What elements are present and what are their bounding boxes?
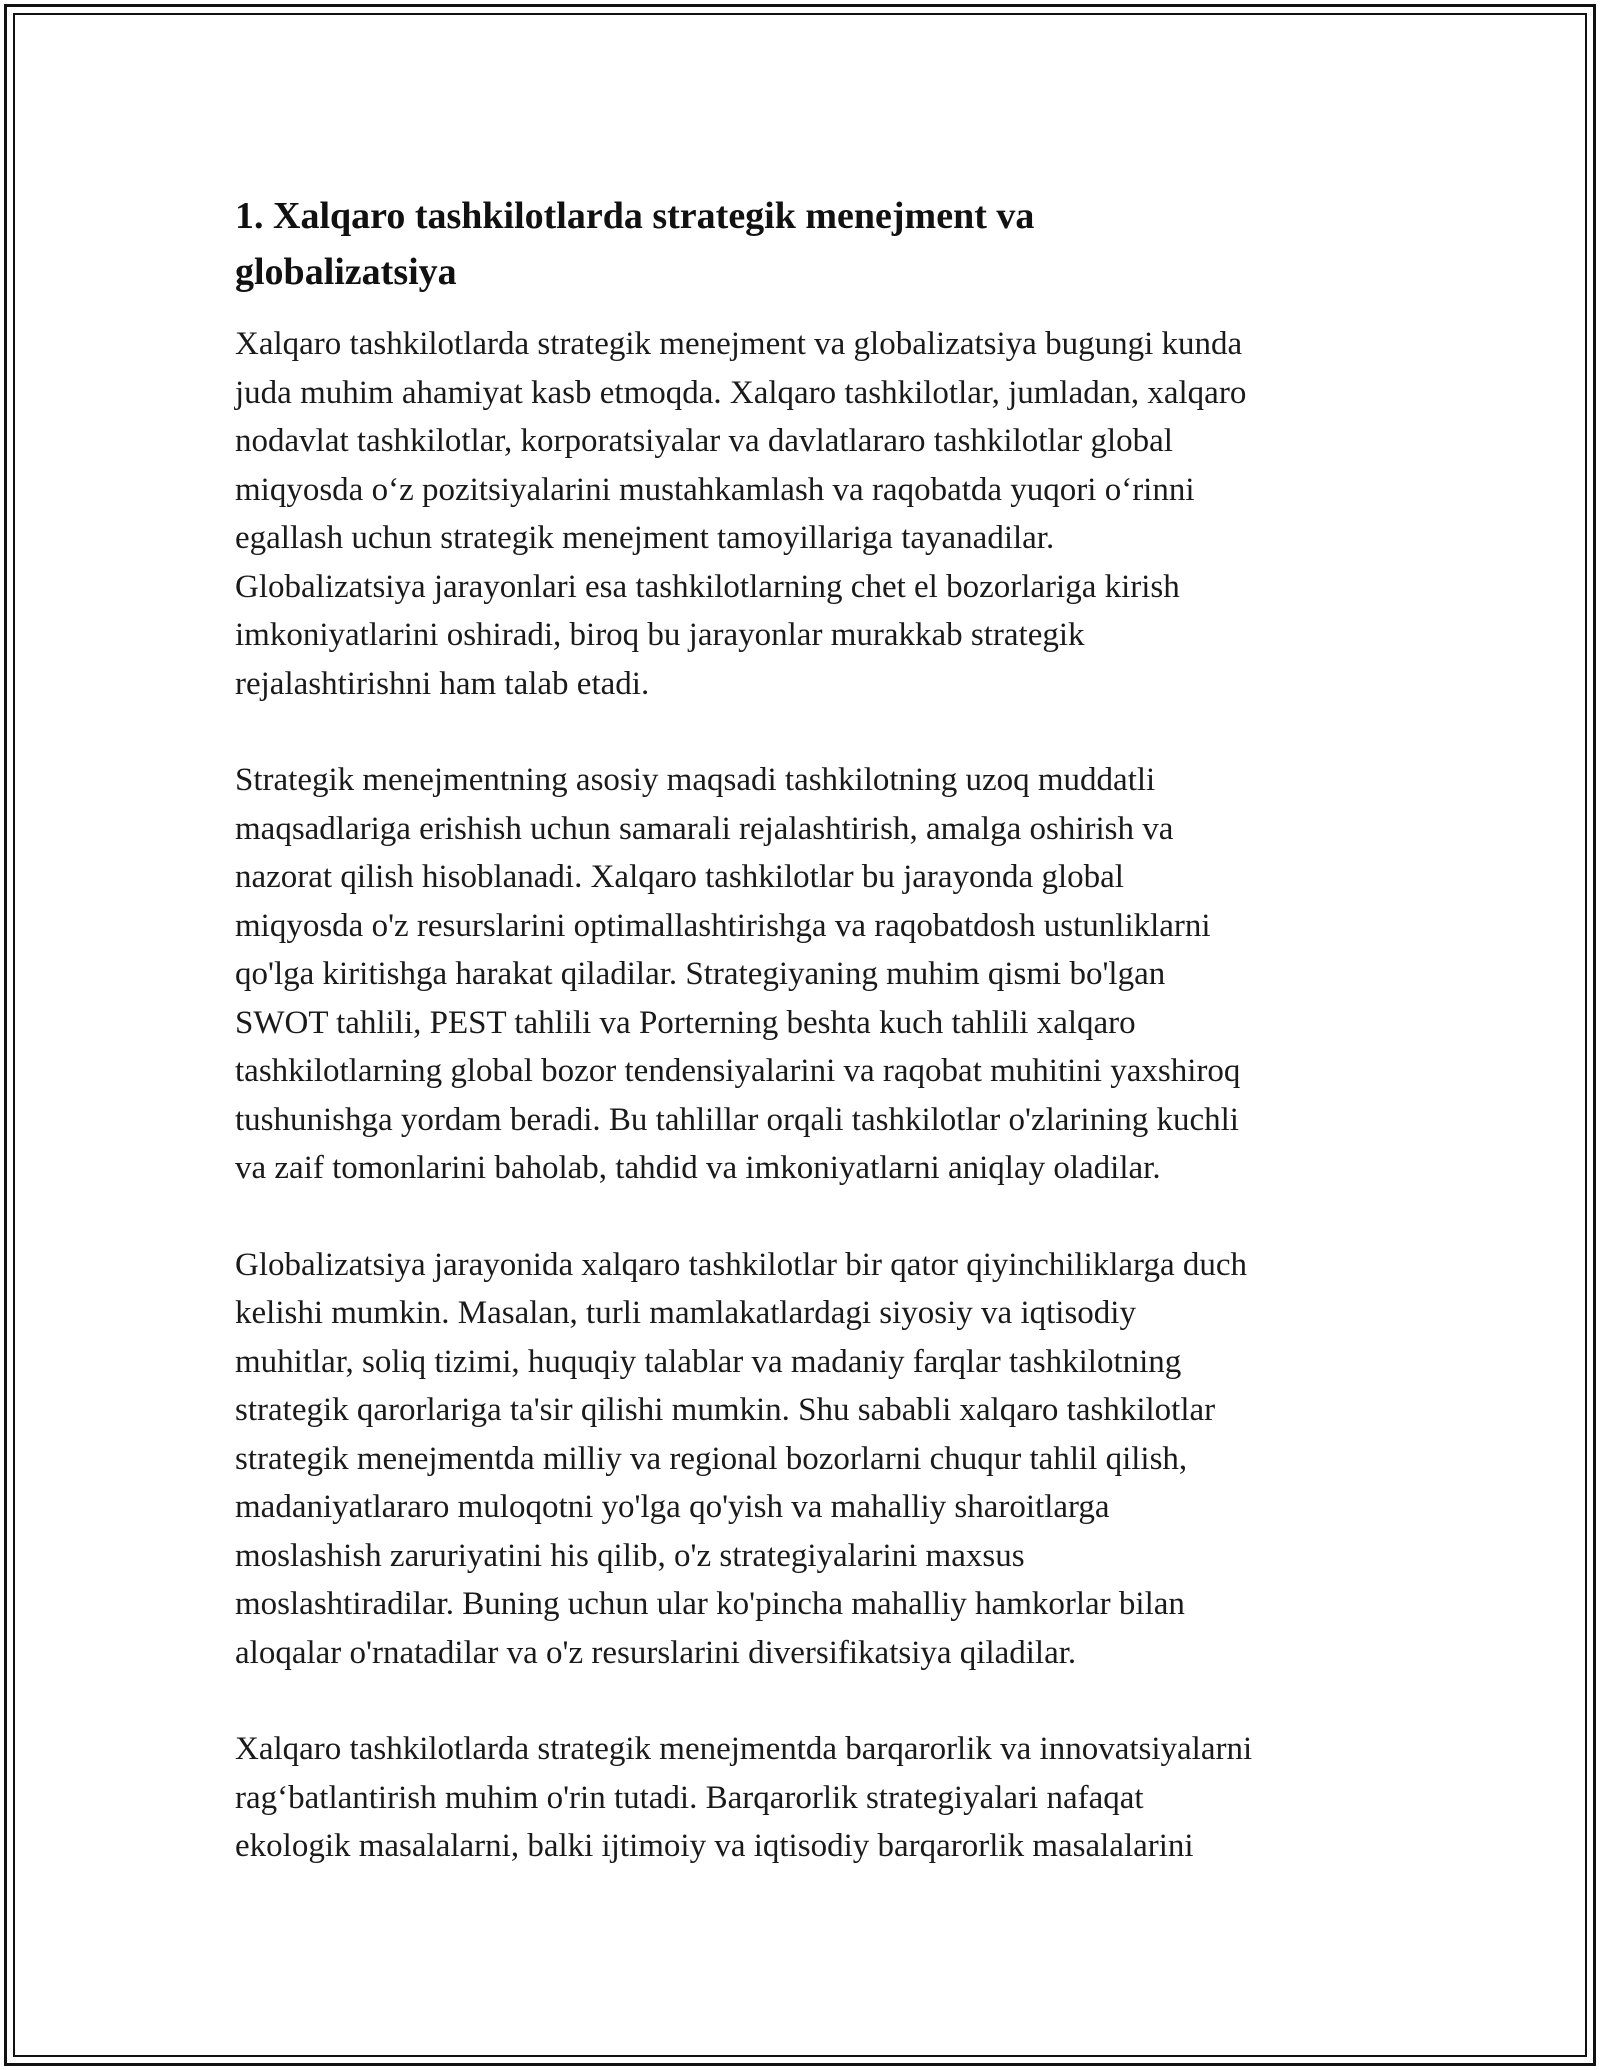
paragraph-line: rejalashtirishni ham talab etadi. [235, 665, 650, 702]
paragraph-line: tushunishga yordam beradi. Bu tahlillar orqali tashkilotlar o'zlarining kuchli [235, 1101, 1239, 1138]
paragraph-line: miqyosda o'z resurslarini optimallashtirishga va raqobatdosh ustunliklarni [235, 907, 1211, 944]
document-body [235, 188, 1375, 1919]
paragraph-line: juda muhim ahamiyat kasb etmoqda. Xalqaro tashkilotlar, jumladan, xalqaro [235, 374, 1247, 411]
paragraph-line: qo'lga kiritishga harakat qiladilar. Strategiyaning muhim qismi bo'lgan [235, 956, 1166, 992]
paragraph-4 [235, 1725, 1375, 1871]
paragraph-line: moslashish zaruriyatini his qilib, o'z strategiyalarini maxsus [235, 1537, 1025, 1574]
paragraph-line: kelishi mumkin. Masalan, turli mamlakatlardagi siyosiy va iqtisodiy [235, 1295, 1136, 1331]
paragraph-line: Strategik menejmentning asosiy maqsadi tashkilotning uzoq muddatli [235, 762, 1156, 798]
paragraph-line: miqyosda o‘z pozitsiyalarini mustahkamlash va raqobatda yuqori o‘rinni [235, 471, 1195, 508]
section-heading: 1. Xalqaro tashkilotlarda strategik menejment va globalizatsiya [235, 195, 1035, 293]
paragraph-line: Xalqaro tashkilotlarda strategik menejmentda barqarorlik va innovatsiyalarni [235, 1731, 1253, 1767]
paragraph-line: SWOT tahlili, PEST tahlili va Porterning beshta kuch tahlili xalqaro [235, 1004, 1136, 1041]
paragraph-line: ekologik masalalarni, balki ijtimoiy va iqtisodiy barqarorlik masalalarini [235, 1828, 1194, 1864]
paragraph-line: imkoniyatlarini oshiradi, biroq bu jarayonlar murakkab strategik [235, 617, 1085, 653]
paragraph-line: aloqalar o'rnatadilar va o'z resurslarini diversifikatsiya qiladilar. [235, 1634, 1077, 1671]
paragraph-line: maqsadlariga erishish uchun samarali rejalashtirish, amalga oshirish va [235, 810, 1174, 847]
paragraph-line: Xalqaro tashkilotlarda strategik menejment va globalizatsiya bugungi kunda [235, 326, 1243, 362]
paragraph-line: nazorat qilish hisoblanadi. Xalqaro tashkilotlar bu jarayonda global [235, 859, 1124, 895]
paragraph-line: madaniyatlararo muloqotni yo'lga qo'yish va mahalliy sharoitlarga [235, 1489, 1110, 1525]
paragraph-line: strategik menejmentda milliy va regional bozorlarni chuqur tahlil qilish, [235, 1440, 1188, 1477]
paragraph-line: moslashtiradilar. Buning uchun ular ko'pincha mahalliy hamkorlar bilan [235, 1586, 1185, 1622]
paragraph-1 [235, 320, 1375, 708]
paragraph-line: egallash uchun strategik menejment tamoyillariga tayanadilar. [235, 520, 1055, 556]
paragraph-line: Globalizatsiya jarayonlari esa tashkilotlarning chet el bozorlariga kirish [235, 568, 1180, 605]
paragraph-line: muhitlar, soliq tizimi, huquqiy talablar va madaniy farqlar tashkilotning [235, 1343, 1182, 1380]
paragraph-line: va zaif tomonlarini baholab, tahdid va imkoniyatlarni aniqlay oladilar. [235, 1150, 1161, 1186]
paragraph-3 [235, 1241, 1375, 1678]
paragraph-line: strategik qarorlariga ta'sir qilishi mumkin. Shu sababli xalqaro tashkilotlar [235, 1392, 1216, 1428]
paragraph-line: Globalizatsiya jarayonida xalqaro tashkilotlar bir qator qiyinchiliklarga duch [235, 1246, 1247, 1283]
paragraph-line: rag‘batlantirish muhim o'rin tutadi. Barqarorlik strategiyalari nafaqat [235, 1779, 1144, 1816]
paragraph-line: tashkilotlarning global bozor tendensiyalarini va raqobat muhitini yaxshiroq [235, 1053, 1241, 1089]
paragraph-2 [235, 756, 1375, 1193]
paragraph-line: nodavlat tashkilotlar, korporatsiyalar va davlatlararo tashkilotlar global [235, 423, 1173, 459]
